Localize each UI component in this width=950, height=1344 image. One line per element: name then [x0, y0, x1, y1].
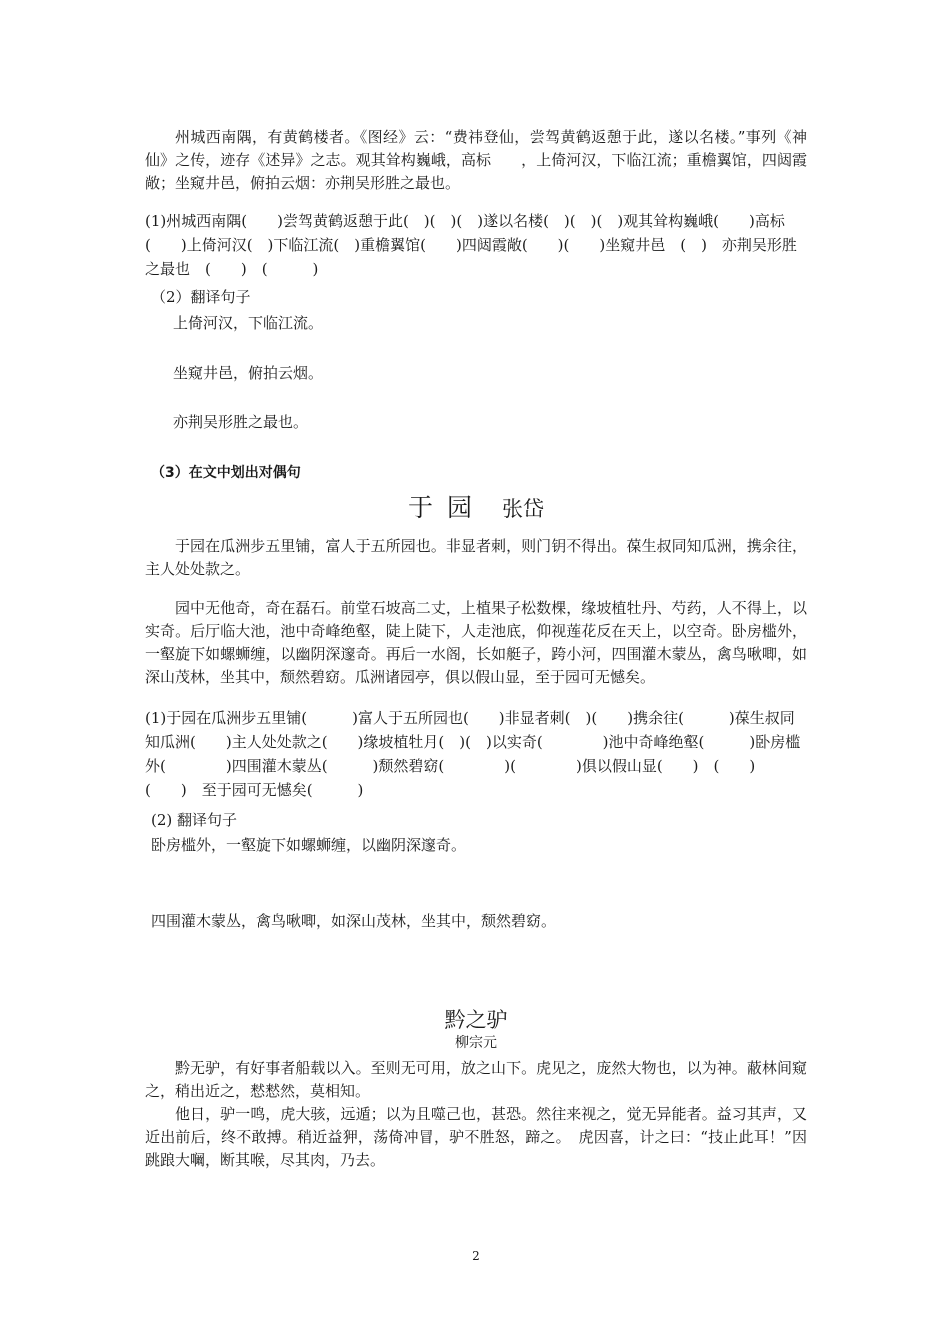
passage3-paragraph-1: 黔无驴，有好事者船载以入。至则无可用，放之山下。虎见之，庞然大物也，以为神。蔽林间窥之，稍出近之，慭慭然，莫相知。 [145, 1059, 807, 1100]
passage2-q2-label: (2) 翻译句子 [151, 811, 238, 829]
passage3-author: 柳宗元 [455, 1035, 497, 1051]
passage2-paragraph-1: 于园在瓜洲步五里铺，富人于五所园也。非显者刺，则门钥不得出。葆生叔同知瓜洲，携余往，主人处处款之。 [145, 537, 807, 578]
passage2-title-line [145, 490, 807, 527]
passage1-sentence-3: 亦荆吴形胜之最也。 [173, 413, 309, 431]
passage1-sentence-1: 上倚河汉，下临江流。 [173, 314, 324, 332]
passage2-author: 张岱 [501, 497, 544, 521]
passage1-exercise-1: (1)州城西南隅( )尝驾黄鹤返憩于此( )( )( )遂以名楼( )( )( )观其耸构巍峨( )高标 ( )上倚河汉( )下临江流( )重檐翼馆( )四闼霞敞( )( )坐窥井邑 ( ) 亦荆吴形胜之最也 ( ) ( ) [145, 212, 800, 278]
passage2-exercise-1: (1)于园在瓜洲步五里铺( )富人于五所园也( )非显者刺( )( )携余往( )葆生叔同知瓜洲( )主人处处款之( )缘坡植牡月( )( )以实奇( )池中奇峰绝壑( )卧房槛外( )四围灌木蒙丛( )颓然碧窈( )( )俱以假山显( ) ( ) ( ) 至于园可无憾矣( ) [145, 709, 801, 799]
page-number: 2 [472, 1249, 480, 1263]
passage3-paragraph-2: 他日，驴一鸣，虎大骇，远遁；以为且噬己也，甚恐。然往来视之，觉无异能者。益习其声，又近出前后，终不敢搏。稍近益狎，荡倚冲冒，驴不胜怒，蹄之。 虎因喜，计之曰：“技止此耳！”因跳踉大㘎，断其喉，尽其肉，乃去。 [145, 1105, 807, 1169]
passage2-title: 于园 [408, 493, 487, 522]
passage2-paragraph-2: 园中无他奇，奇在磊石。前堂石坡高二丈，上植果子松数棵，缘坡植牡丹、芍药，人不得上，以实奇。后厅临大池，池中奇峰绝壑，陡上陡下，人走池底，仰视莲花反在天上，以空奇。卧房槛外，一壑旋下如螺蛳缠，以幽阴深邃奇。再后一水阁，长如艇子，跨小河，四围灌木蒙丛，禽鸟啾唧，如深山茂林，坐其中，颓然碧窈。瓜洲诸园亭，俱以假山显，至于园可无憾矣。 [145, 599, 807, 686]
passage1-q2-label: （2）翻译句子 [151, 288, 251, 306]
passage2-sentence-2: 四围灌木蒙丛，禽鸟啾唧，如深山茂林，坐其中，颓然碧窈。 [151, 912, 557, 930]
document-page [145, 0, 807, 1344]
passage1-text: 州城西南隅，有黄鹤楼者。《图经》云：“费祎登仙，尝驾黄鹤返憩于此，遂以名楼。”事列《神仙》之传，迹存《述异》之志。观其耸构巍峨，高标 ，上倚河汉，下临江流；重檐翼馆，四闼霞敞；坐窥井邑，俯拍云烟：亦荆吴形胜之最也。 [145, 128, 807, 192]
passage1-sentence-2: 坐窥井邑，俯拍云烟。 [173, 364, 324, 382]
passage2-sentence-1: 卧房槛外，一壑旋下如螺蛳缠，以幽阴深邃奇。 [151, 836, 467, 854]
passage1-q3-label: （3）在文中划出对偶句 [151, 465, 301, 481]
passage3-title: 黔之驴 [444, 1008, 508, 1032]
